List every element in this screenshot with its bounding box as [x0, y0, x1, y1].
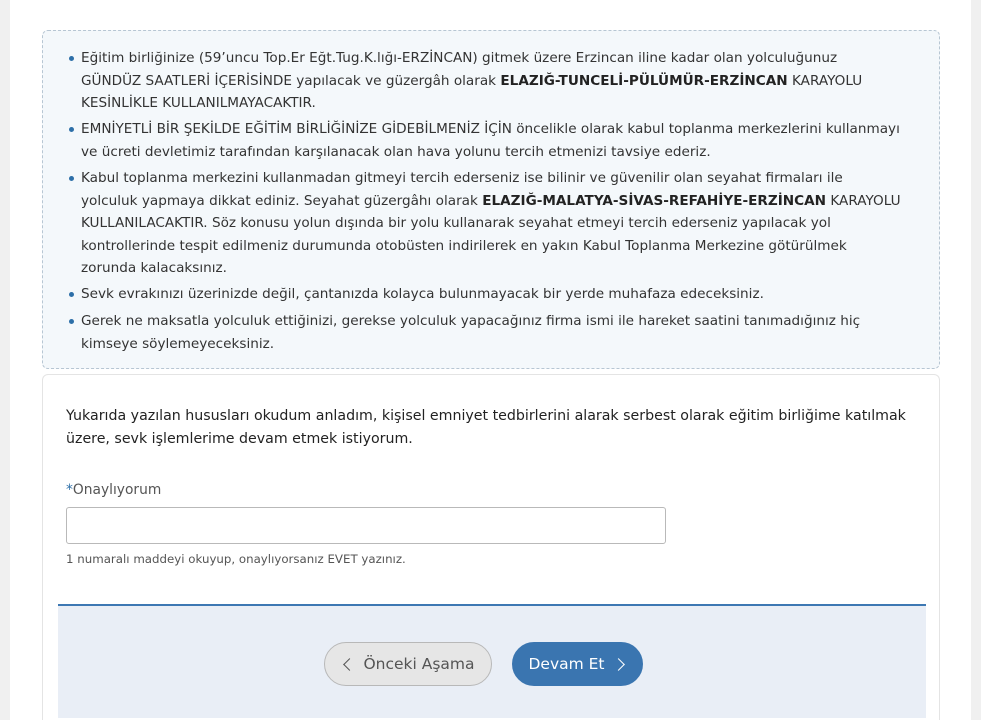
confirm-input[interactable]	[66, 507, 666, 544]
notice-text: Gerek ne maksatla yolculuk ettiğinizi, gerekse yolculuk yapacağınız firma ismi ile hareket saatini tanımadığınız hiç kimseye söylemeyeceksiniz.	[81, 313, 861, 352]
notice-emphasis: ELAZIĞ-MALATYA-SİVAS-REFAHİYE-ERZİNCAN	[482, 192, 827, 209]
bullet-icon	[69, 127, 74, 132]
bullet-icon	[69, 176, 74, 181]
bullet-icon	[69, 292, 74, 297]
notice-item	[81, 47, 901, 115]
notice-text: Eğitim birliğinize (59’uncu Top.Er Eğt.Tug.K.lığı-ERZİNCAN) gitmek üzere Erzincan iline kadar olan yolculuğunuz GÜNDÜZ SAATLERİ İÇERİSİNDE yapılacak ve güzergâh olarak	[81, 50, 838, 89]
previous-step-label: Önceki Aşama	[363, 655, 475, 673]
bullet-icon	[69, 56, 74, 61]
field-label-text: Onaylıyorum	[72, 482, 162, 498]
field-label	[66, 482, 161, 498]
consent-card	[42, 374, 940, 720]
wizard-footer	[58, 604, 926, 718]
required-mark: *	[66, 482, 73, 498]
bullet-icon	[69, 319, 74, 324]
field-help-text: 1 numaralı maddeyi okuyup, onaylıyorsanız EVET yazınız.	[66, 552, 406, 566]
notice-item	[81, 167, 901, 280]
notice-text: Sevk evrakınızı üzerinizde değil, çantanızda kolayca bulunmayacak bir yerde muhafaza edeceksiniz.	[81, 286, 764, 302]
notice-emphasis: ELAZIĞ-TUNCELİ-PÜLÜMÜR-ERZİNCAN	[500, 72, 788, 89]
notice-text: KARAYOLU KESİNLİKLE KULLANILMAYACAKTIR.	[81, 72, 863, 112]
previous-step-button[interactable]	[324, 642, 492, 686]
consent-text: Yukarıda yazılan hususları okudum anladım, kişisel emniyet tedbirlerini alarak serbest olarak eğitim birliğime katılmak üzere, sevk işlemlerime devam etmek istiyorum.	[66, 408, 906, 447]
notice-item	[81, 283, 901, 306]
warning-notice-box	[42, 30, 940, 369]
continue-label: Devam Et	[528, 655, 605, 673]
notice-text: Kabul toplanma merkezini kullanmadan gitmeyi tercih ederseniz ise bilinir ve güvenilir olan seyahat firmaları ile yolculuk yapmaya dikkat ediniz. Seyahat güzergâhı olarak	[81, 170, 843, 209]
notice-item	[81, 118, 901, 163]
chevron-right-icon	[612, 658, 625, 671]
notice-text: KARAYOLU KULLANILACAKTIR. Söz konusu yolun dışında bir yolu kullanarak seyahat etmeyi tercih ederseniz yapılacak yol kontrollerinde tespit edilmeniz durumunda otobüsten indirilerek en yakın Kabul Toplanma Merkezine götürülmek zorunda kalacaksınız.	[81, 192, 901, 277]
notice-item	[81, 310, 901, 355]
continue-button[interactable]	[512, 642, 643, 686]
chevron-left-icon	[344, 658, 357, 671]
notice-text: EMNİYETLİ BİR ŞEKİLDE EĞİTİM BİRLİĞİNİZE GİDEBİLMENİZ İÇİN öncelikle olarak kabul toplanma merkezlerini kullanmayı ve ücreti devletimiz tarafından karşılanacak olan hava yolunu tercih etmenizi tavsiye ederiz.	[81, 121, 900, 160]
page	[10, 0, 971, 720]
